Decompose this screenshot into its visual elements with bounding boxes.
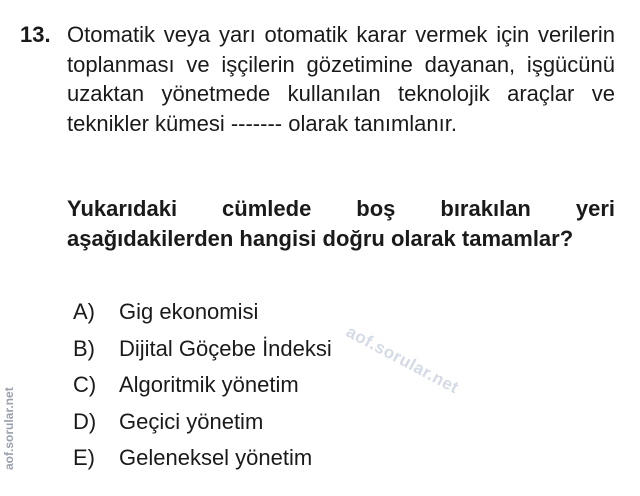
question-stem: Otomatik veya yarı otomatik karar vermek için verilerin toplanması ve işçilerin gözetimine dayanan, işgücünü uzaktan yönetmede kullanılan teknolojik araçlar ve teknikler kümesi ------- olarak tanımlanır. xyxy=(67,22,615,136)
option-e[interactable] xyxy=(73,445,332,482)
option-letter: D) xyxy=(73,408,97,434)
question-prompt: Yukarıdaki cümlede boş bırakılan yeri aşağıdakilerden hangisi doğru olarak tamamlar? xyxy=(67,196,615,251)
option-letter: B) xyxy=(73,335,95,361)
answer-options xyxy=(73,299,332,482)
option-b[interactable] xyxy=(73,336,332,373)
option-d[interactable] xyxy=(73,409,332,446)
option-letter: C) xyxy=(73,372,97,397)
option-letter: A) xyxy=(73,299,95,324)
option-text: Dijital Göçebe İndeksi xyxy=(119,335,332,361)
option-text: Geçici yönetim xyxy=(119,408,264,434)
option-a[interactable] xyxy=(73,299,332,336)
option-letter: E) xyxy=(73,445,95,470)
option-text: Geleneksel yönetim xyxy=(119,445,313,470)
watermark-side: aof.sorular.net xyxy=(2,387,16,470)
option-c[interactable] xyxy=(73,372,332,409)
option-text: Gig ekonomisi xyxy=(119,299,259,324)
watermark-diagonal: aof.sorular.net xyxy=(343,322,463,398)
question-number: 13. xyxy=(20,22,51,47)
option-text: Algoritmik yönetim xyxy=(119,372,299,397)
